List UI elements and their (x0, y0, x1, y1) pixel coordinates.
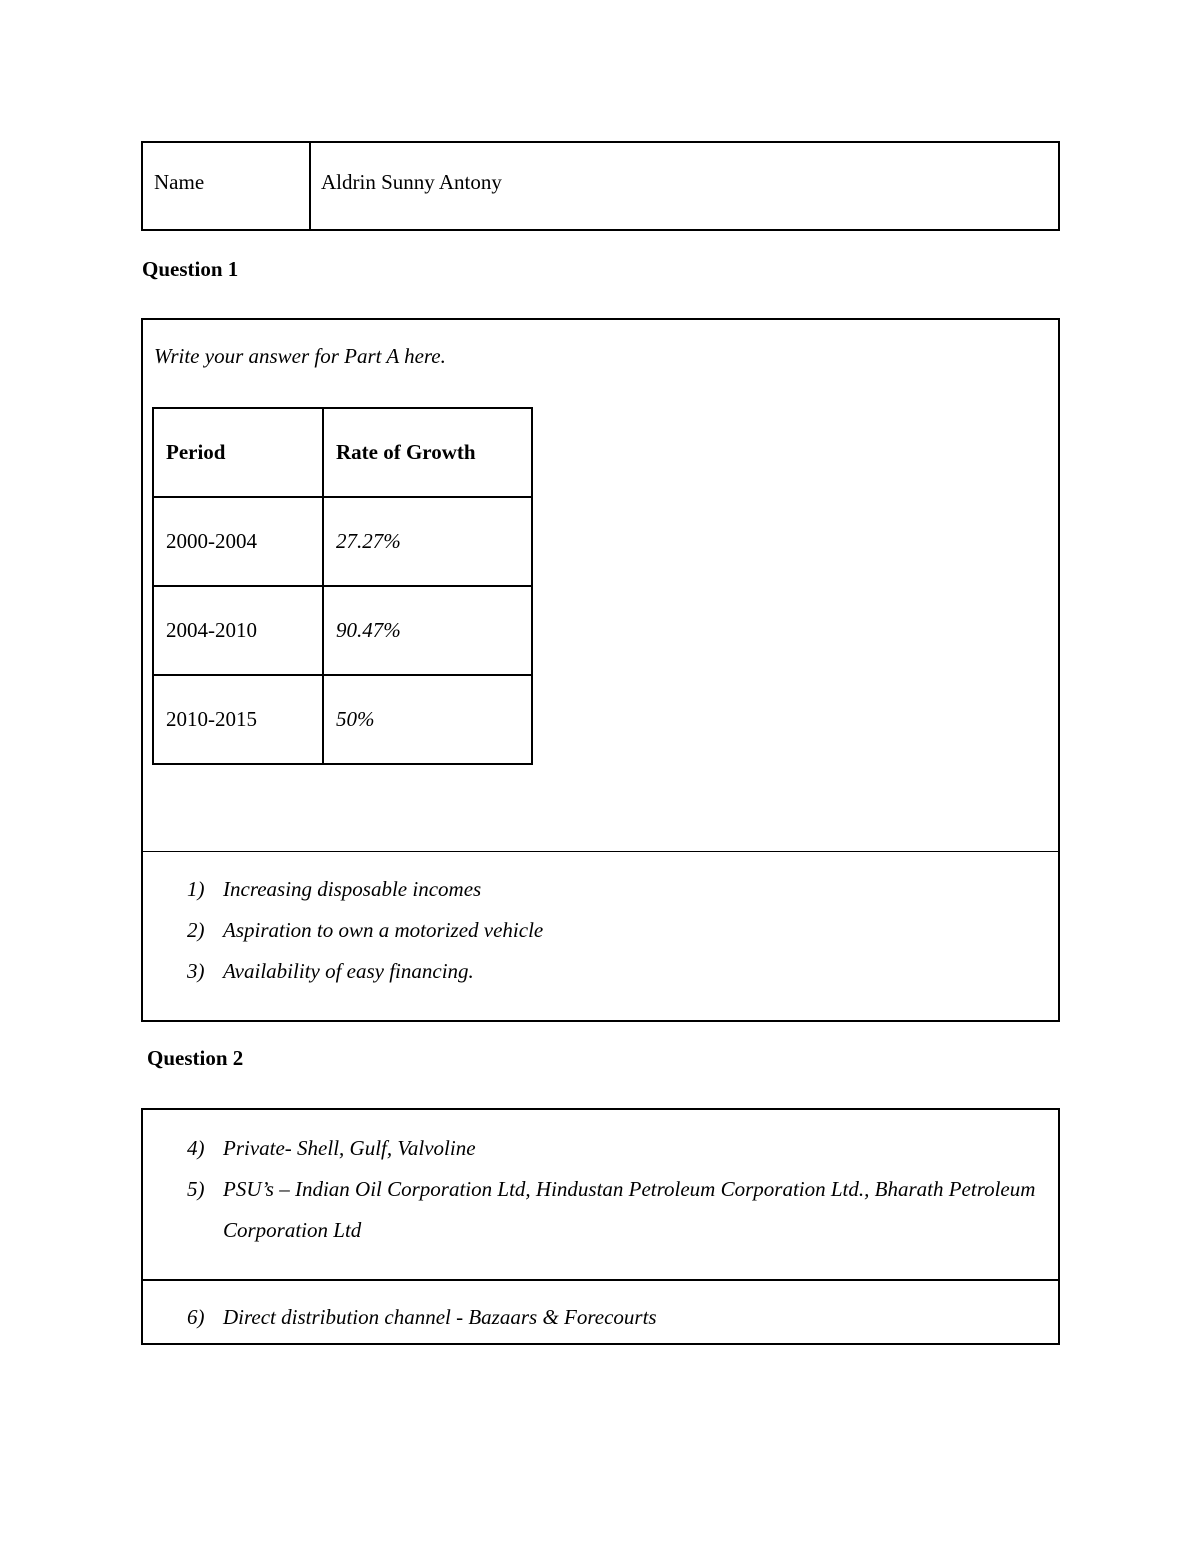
name-table-divider (309, 143, 311, 229)
list-item-text: PSU’s – Indian Oil Corporation Ltd, Hindustan Petroleum Corporation Ltd., Bharath Petroleum Corporation Ltd (223, 1177, 1036, 1242)
list-item-number: 5) (187, 1177, 205, 1201)
table-header-row (153, 408, 532, 497)
list-item-number: 6) (187, 1305, 205, 1329)
list-item-number: 2) (187, 918, 205, 942)
list-item-text: Aspiration to own a motorized vehicle (223, 918, 544, 942)
name-label: Name (154, 170, 205, 194)
question-2-answer-list (143, 1128, 1058, 1251)
list-item-text: Direct distribution channel - Bazaars & Forecourts (223, 1305, 657, 1329)
question-1-section-divider (143, 851, 1058, 852)
name-value: Aldrin Sunny Antony (321, 170, 502, 194)
table-cell-period: 2010-2015 (153, 675, 323, 764)
list-item-text: Availability of easy financing. (223, 959, 474, 983)
table-header-period: Period (153, 408, 323, 497)
question-2-section-divider (143, 1279, 1058, 1281)
question-1-title: Question 1 (142, 257, 239, 281)
list-item (143, 1297, 657, 1338)
question-2-answer-box (141, 1108, 1060, 1345)
list-item (143, 1169, 1058, 1251)
table-cell-rate: 50% (323, 675, 532, 764)
question-2-channel-list (143, 1297, 657, 1338)
name-table (141, 141, 1060, 231)
list-item (143, 1128, 1058, 1169)
table-cell-rate: 27.27% (323, 497, 532, 586)
question-1-answer-box (141, 318, 1060, 1022)
list-item-text: Increasing disposable incomes (223, 877, 482, 901)
growth-rate-table (152, 407, 533, 765)
table-cell-rate: 90.47% (323, 586, 532, 675)
table-cell-period: 2000-2004 (153, 497, 323, 586)
table-row (153, 675, 532, 764)
list-item (143, 910, 543, 951)
list-item (143, 951, 543, 992)
part-a-prompt: Write your answer for Part A here. (154, 344, 446, 368)
list-item-number: 1) (187, 877, 205, 901)
question-2-title: Question 2 (147, 1046, 244, 1070)
part-b-answer-list (143, 869, 543, 992)
table-header-rate: Rate of Growth (323, 408, 532, 497)
list-item-number: 4) (187, 1136, 205, 1160)
list-item-number: 3) (187, 959, 205, 983)
list-item (143, 869, 543, 910)
table-cell-period: 2004-2010 (153, 586, 323, 675)
table-row (153, 497, 532, 586)
list-item-text: Private- Shell, Gulf, Valvoline (223, 1136, 476, 1160)
table-row (153, 586, 532, 675)
